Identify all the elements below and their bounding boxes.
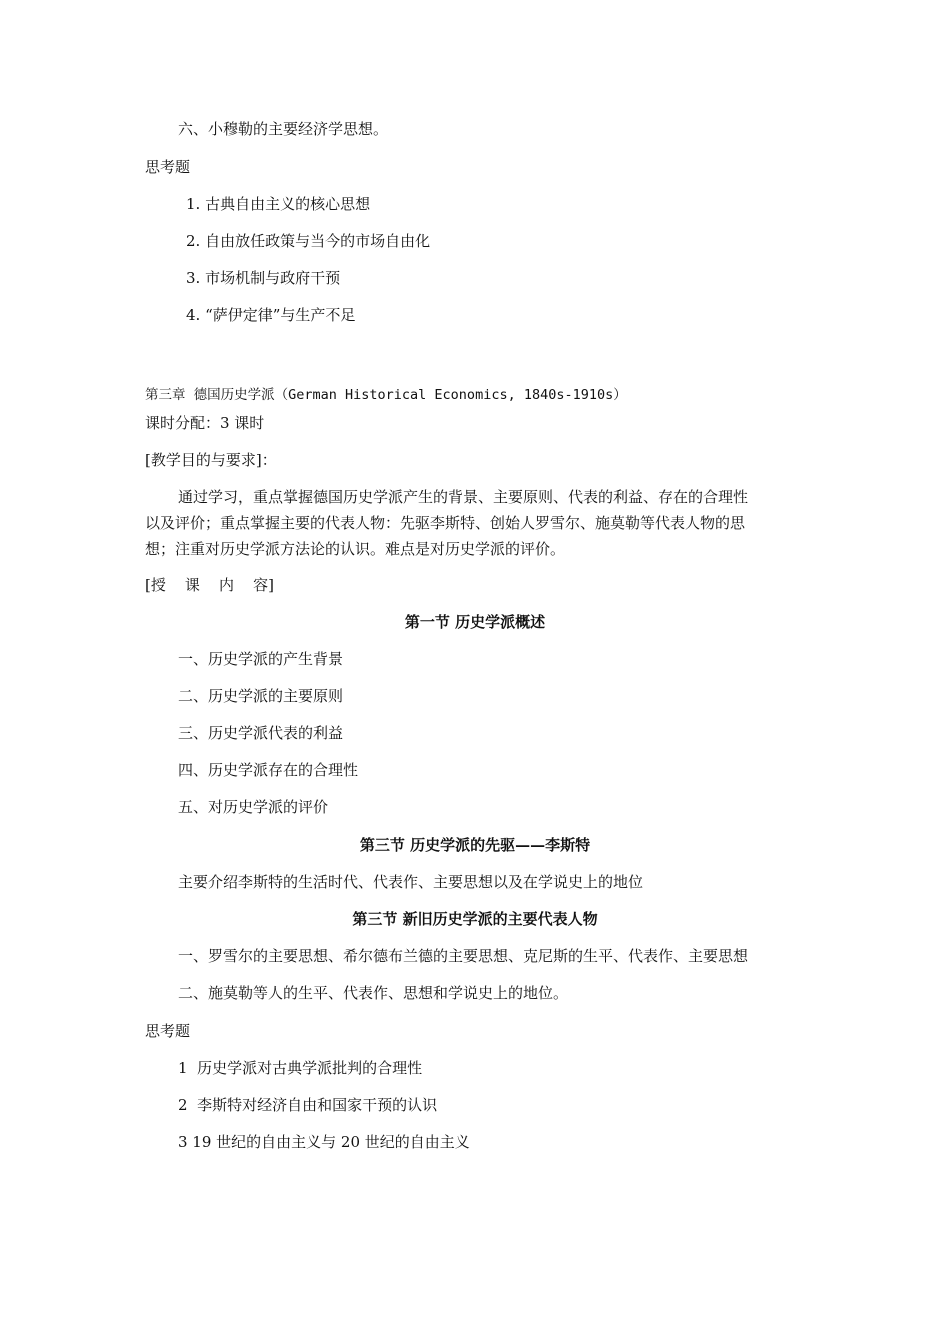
prev-question-1: 1. 古典自由主义的核心思想 (186, 195, 371, 213)
question-1: 1 历史学派对古典学派批判的合理性 (178, 1059, 423, 1077)
section-1-item-2: 二、历史学派的主要原则 (178, 687, 344, 705)
prev-last-item: 六、小穆勒的主要经济学思想。 (178, 120, 389, 138)
section-1-title: 第一节 历史学派概述 (404, 613, 546, 631)
goals-line-3: 想；注重对历史学派方法论的认识。难点是对历史学派的评价。 (145, 540, 566, 558)
section-3-item-1: 一、罗雪尔的主要思想、希尔德布兰德的主要思想、克尼斯的生平、代表作、主要思想 (178, 947, 749, 965)
prev-question-3: 3. 市场机制与政府干预 (186, 269, 341, 287)
section-1-item-5: 五、对历史学派的评价 (178, 798, 329, 816)
chapter-hours: 课时分配：3 课时 (145, 414, 265, 432)
prev-question-2: 2. 自由放任政策与当今的市场自由化 (186, 232, 431, 250)
questions-heading: 思考题 (145, 1022, 191, 1040)
section-3-item-2: 二、施莫勒等人的生平、代表作、思想和学说史上的地位。 (178, 984, 569, 1002)
section-2-text: 主要介绍李斯特的生活时代、代表作、主要思想以及在学说史上的地位 (178, 873, 644, 891)
section-2-title: 第三节 历史学派的先驱——李斯特 (359, 836, 591, 854)
content-heading: [授 课 内 容] (145, 576, 274, 594)
question-3: 3 19 世纪的自由主义与 20 世纪的自由主义 (178, 1133, 470, 1151)
goals-heading: [教学目的与要求]： (145, 451, 277, 469)
section-1-item-4: 四、历史学派存在的合理性 (178, 761, 359, 779)
section-1-item-3: 三、历史学派代表的利益 (178, 724, 344, 742)
goals-line-1: 通过学习，重点掌握德国历史学派产生的背景、主要原则、代表的利益、存在的合理性 (178, 488, 749, 506)
section-3-title: 第三节 新旧历史学派的主要代表人物 (352, 910, 598, 928)
chapter-title: 第三章 德国历史学派（German Historical Economics, 1840s-1910s） (145, 387, 627, 403)
goals-line-2: 以及评价；重点掌握主要的代表人物：先驱李斯特、创始人罗雪尔、施莫勒等代表人物的思 (145, 514, 746, 532)
section-1-item-1: 一、历史学派的产生背景 (178, 650, 344, 668)
prev-question-4: 4. “萨伊定律”与生产不足 (186, 306, 356, 324)
question-2: 2 李斯特对经济自由和国家干预的认识 (178, 1096, 438, 1114)
prev-questions-heading: 思考题 (145, 158, 191, 176)
